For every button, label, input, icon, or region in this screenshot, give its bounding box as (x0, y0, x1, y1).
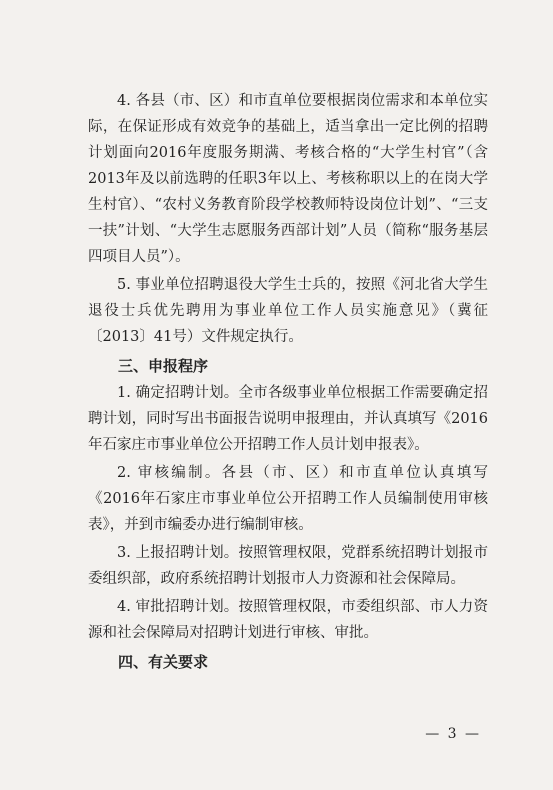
procedure-step-1: 1. 确定招聘计划。全市各级事业单位根据工作需要确定招聘计划，同时写出书面报告说明申报理由，并认真填写《2016年石家庄市事业单位公开招聘工作人员计划申报表》。 (88, 385, 488, 453)
section-heading-application-procedure: 三、申报程序 (118, 357, 209, 375)
paragraph-item-5: 5. 事业单位招聘退役大学生士兵的，按照《河北省大学生退役士兵优先聘用为事业单位工作人员实施意见》（冀征〔2013〕41号）文件规定执行。 (88, 277, 488, 345)
document-body (88, 88, 488, 676)
procedure-step-2: 2. 审核编制。各县（市、区）和市直单位认真填写《2016年石家庄市事业单位公开招聘工作人员编制使用审核表》，并到市编委办进行编制审核。 (88, 465, 488, 533)
paragraph-item-4: 4. 各县（市、区）和市直单位要根据岗位需求和本单位实际，在保证形成有效竞争的基础上，适当拿出一定比例的招聘计划面向2016年度服务期满、考核合格的“大学生村官”（含2013年及以前选聘的任职3年以上、考核称职以上的在岗大学生村官）、“农村义务教育阶段学校教师特设岗位计划”、“三支一扶”计划、“大学生志愿服务西部计划”人员（简称“服务基层四项目人员”）。 (88, 93, 488, 265)
procedure-step-3: 3. 上报招聘计划。按照管理权限，党群系统招聘计划报市委组织部，政府系统招聘计划报市人力资源和社会保障局。 (88, 545, 488, 587)
section-heading-requirements: 四、有关要求 (118, 653, 209, 671)
procedure-step-4: 4. 审批招聘计划。按照管理权限，市委组织部、市人力资源和社会保障局对招聘计划进行审核、审批。 (88, 599, 488, 641)
page-number: — 3 — (425, 726, 481, 742)
